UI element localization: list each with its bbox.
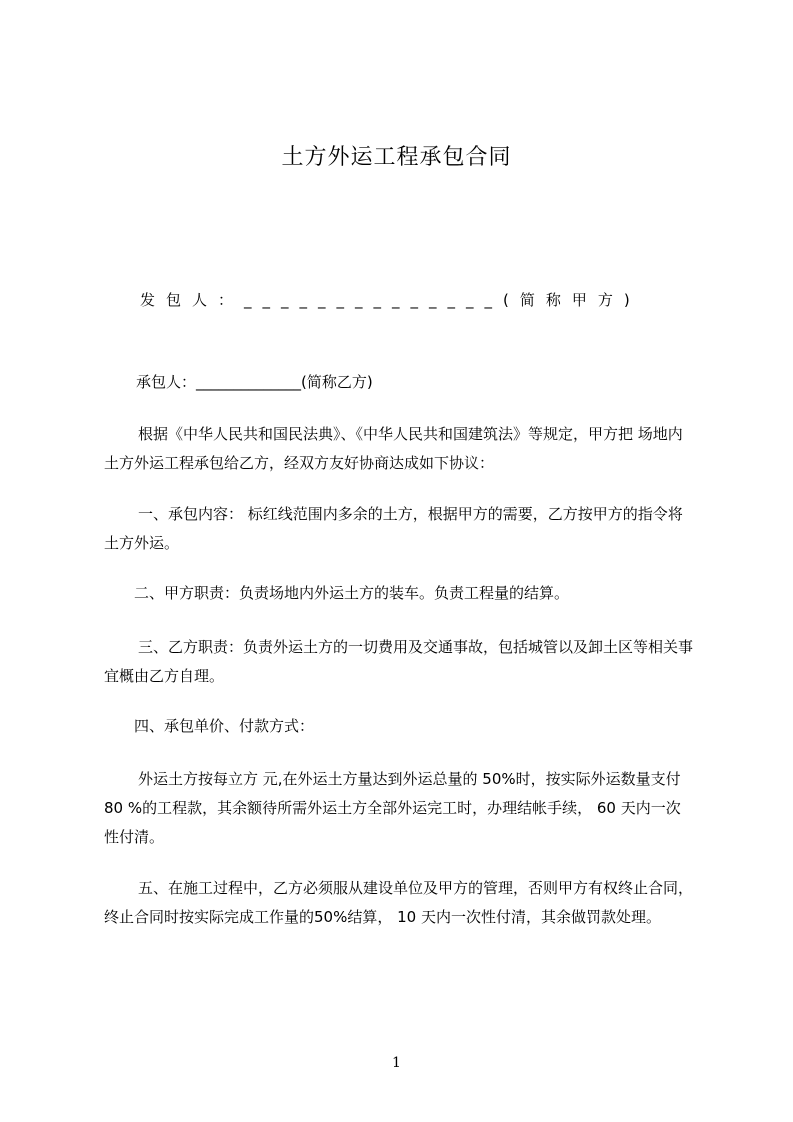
clause-4-payment-paragraph: 外运土方按每立方 元,在外运土方量达到外运总量的 50%时，按实际外运数量支付 80 %的工程款，其余额待所需外运土方全部外运完工时，办理结帐手续， 60 天内一次性付清。	[104, 770, 681, 846]
clause-1-paragraph: 一、承包内容： 标红线范围内多余的土方，根据甲方的需要，乙方按甲方的指令将土方外运。	[104, 505, 683, 552]
clause-3-paragraph: 三、乙方职责：负责外运土方的一切费用及交通事故，包括城管以及卸土区等相关事宜概由乙方自理。	[104, 638, 694, 685]
clause-5-paragraph: 五、在施工过程中，乙方必须服从建设单位及甲方的管理，否则甲方有权终止合同，终止合同时按实际完成工作量的50%结算， 10 天内一次性付清，其余做罚款处理。	[104, 879, 694, 926]
party-b-line: 承包人：______________(简称乙方)	[136, 373, 373, 391]
page-number: 1	[392, 1055, 401, 1071]
preamble-paragraph: 根据《中华人民共和国民法典》、《中华人民共和国建筑法》等规定，甲方把 场地内土方外运工程承包给乙方，经双方友好协商达成如下协议：	[104, 425, 683, 472]
party-a-line: 发包人：______________(简称甲方)	[140, 291, 641, 309]
clause-4-heading: 四、承包单价、付款方式：	[134, 717, 315, 735]
clause-2-paragraph: 二、甲方职责：负责场地内外运土方的装车。负责工程量的结算。	[134, 584, 570, 602]
document-title: 土方外运工程承包合同	[281, 145, 512, 170]
